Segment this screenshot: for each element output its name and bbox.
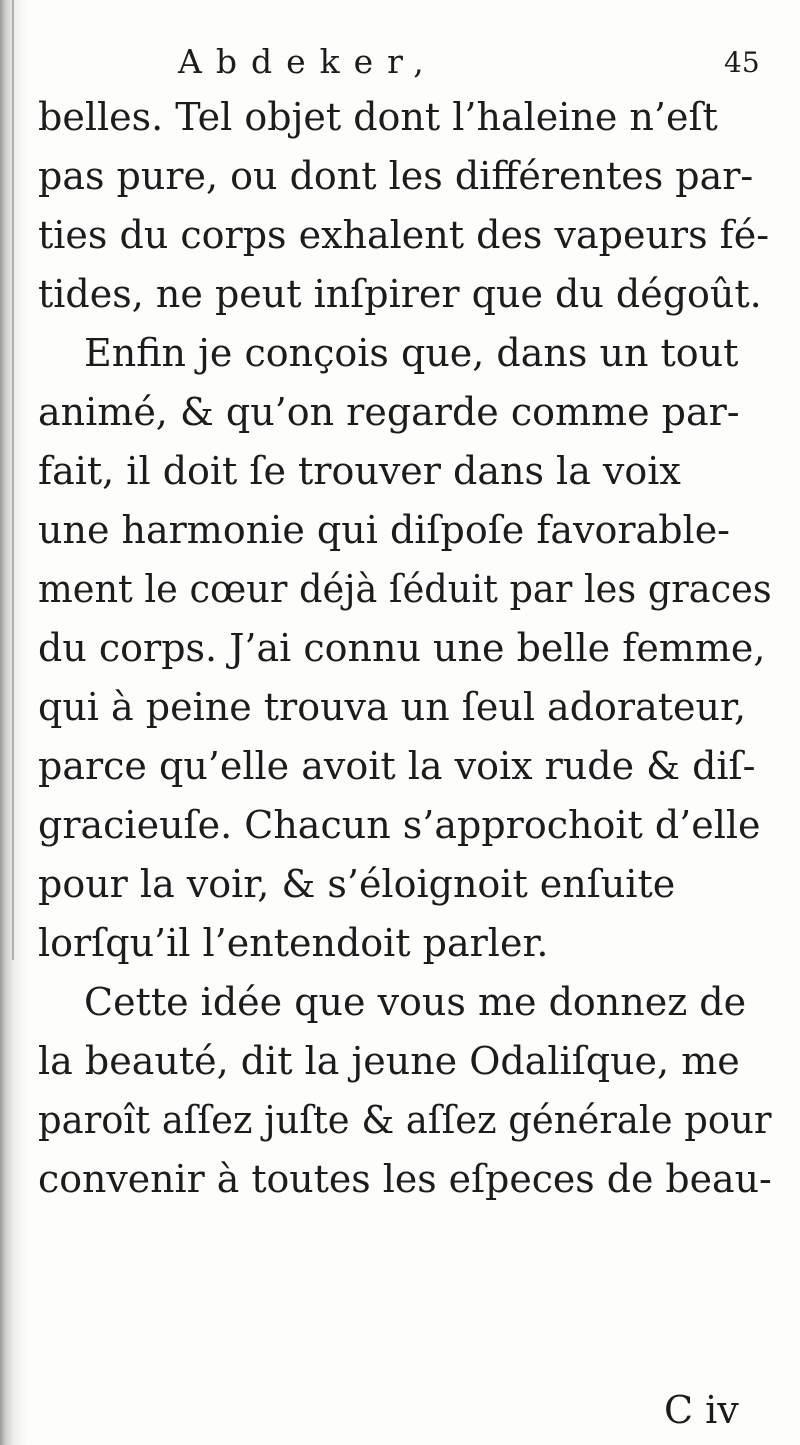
text-line: pas pure, ou dont les différentes par- — [38, 154, 754, 198]
text-line: Enfin je conçois que, dans un tout — [84, 331, 739, 375]
text-line: convenir à toutes les eſpeces de beau- — [38, 1157, 772, 1201]
text-line: ment le cœur déjà ſéduit par les graces — [38, 567, 772, 611]
text-line: paroît aſſez juſte & aſſez générale pour — [38, 1098, 772, 1142]
page-gutter-edge — [12, 0, 14, 960]
text-line: animé, & qu’on regarde comme par- — [38, 390, 740, 434]
text-line: tides, ne peut inſpirer que du dégoût. — [38, 272, 762, 316]
text-line: parce qu’elle avoit la voix rude & diſ- — [38, 744, 756, 788]
text-line: la beauté, dit la jeune Odaliſque, me — [38, 1039, 740, 1083]
running-header: Abdeker, — [178, 42, 438, 81]
text-line: ties du corps exhalent des vapeurs fé- — [38, 213, 770, 257]
page-number: 45 — [724, 46, 760, 79]
text-line: fait, il doit ſe trouver dans la voix — [38, 449, 681, 493]
signature-mark: C iv — [664, 1388, 739, 1432]
text-line: pour la voir, & s’éloignoit enſuite — [38, 862, 676, 906]
page-gutter-shadow — [0, 0, 28, 1445]
text-line: gracieuſe. Chacun s’approchoit d’elle — [38, 803, 761, 847]
text-line: belles. Tel objet dont l’haleine n’eſt — [38, 95, 718, 139]
text-line: une harmonie qui diſpoſe favorable- — [38, 508, 731, 552]
text-line: du corps. J’ai connu une belle femme, — [38, 626, 766, 670]
text-line: lorſqu’il l’entendoit parler. — [38, 921, 549, 965]
text-line: Cette idée que vous me donnez de — [84, 980, 747, 1024]
text-line: qui à peine trouva un ſeul adorateur, — [38, 685, 747, 729]
